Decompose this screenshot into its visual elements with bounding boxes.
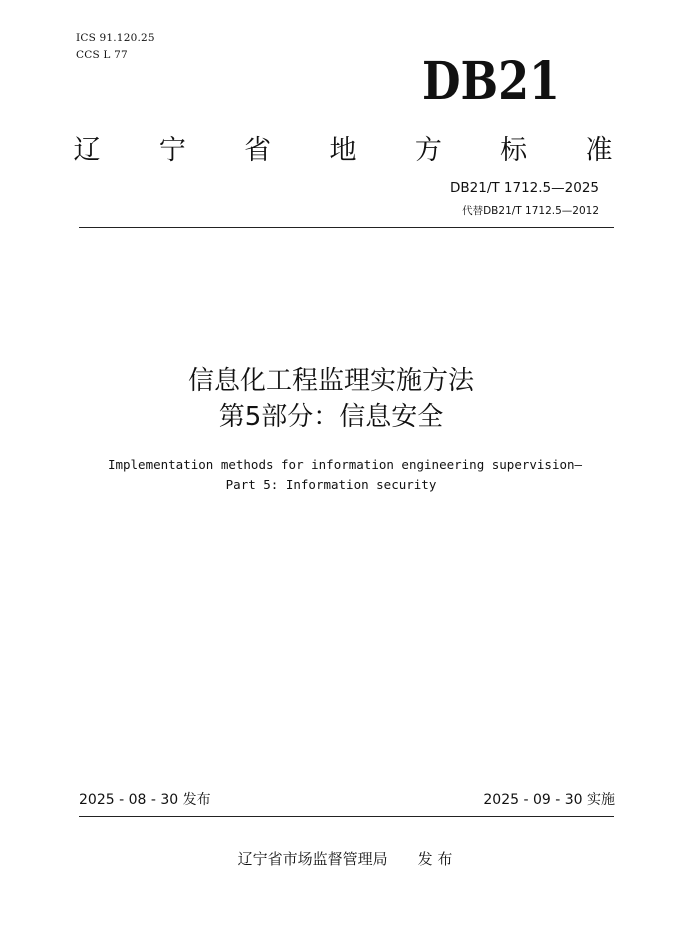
- footer-divider: [79, 816, 614, 817]
- standard-number: DB21/T 1712.5—2025: [449, 180, 599, 196]
- issuer-name: 辽宁省市场监督管理局: [237, 850, 388, 868]
- authority-char: 辽: [73, 135, 101, 166]
- authority-char: 准: [585, 135, 613, 166]
- authority-char: 标: [500, 135, 528, 166]
- ics-code: ICS 91.120.25: [76, 32, 155, 44]
- authority-char: 宁: [158, 135, 186, 166]
- effective-date: 2025 - 09 - 30 实施: [483, 792, 615, 808]
- header-divider: [79, 227, 614, 228]
- chinese-title-line1: 信息化工程监理实施方法: [187, 366, 474, 396]
- authority-char: 省: [244, 135, 272, 166]
- standard-authority-title: [70, 128, 616, 167]
- chinese-title-line2: 第5部分：信息安全: [218, 402, 444, 432]
- authority-char: 地: [329, 135, 357, 166]
- ccs-code: CCS L 77: [76, 49, 128, 61]
- authority-char: 方: [414, 135, 442, 166]
- issuing-authority: [0, 848, 690, 869]
- issuer-action: 发 布: [417, 850, 453, 868]
- logo-text: DB21: [422, 51, 560, 112]
- replaced-standard: 代替DB21/T 1712.5—2012: [462, 205, 599, 217]
- db21-logo: [422, 51, 562, 112]
- issue-date: 2025 - 08 - 30 发布: [79, 792, 211, 808]
- english-title-line1: Implementation methods for information engineering supervision—: [107, 457, 583, 472]
- english-title-line2: Part 5: Information security: [225, 477, 437, 492]
